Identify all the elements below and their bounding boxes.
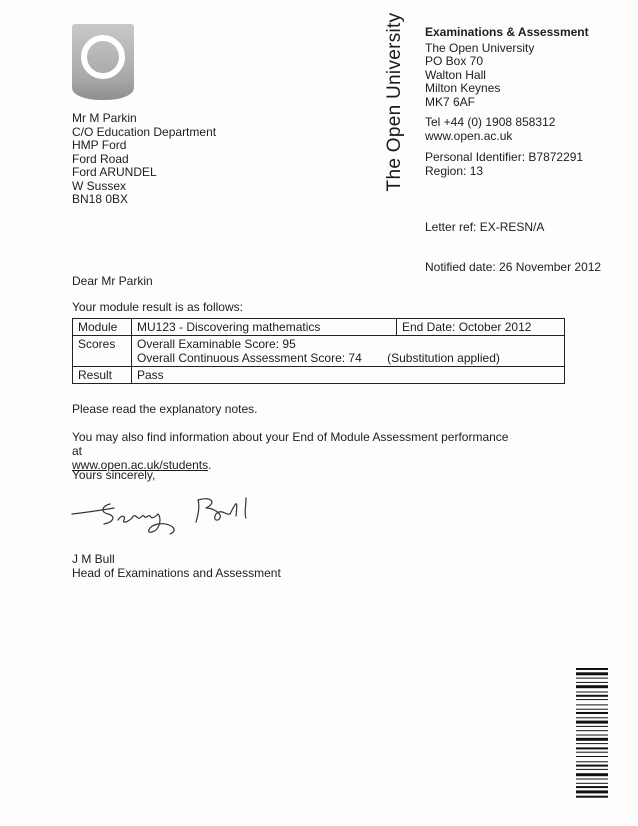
intro-text: Your module result is as follows:: [72, 300, 243, 314]
recipient-line: C/O Education Department: [72, 124, 217, 139]
scores-label: Scores: [73, 336, 132, 367]
module-value: MU123 - Discovering mathematics: [132, 319, 397, 336]
sender-address: [425, 26, 589, 109]
recipient-address: [72, 112, 216, 207]
signatory: [72, 553, 281, 580]
more-info-end: .: [208, 458, 212, 472]
recipient-line: BN18 0BX: [72, 192, 129, 206]
end-date: End Date: October 2012: [397, 319, 565, 336]
closing: Yours sincerely,: [72, 468, 156, 482]
sender-contact: [425, 116, 555, 143]
salutation: Dear Mr Parkin: [72, 274, 153, 288]
sender-department: Examinations & Assessment: [425, 25, 589, 39]
logo-circle-icon: [72, 24, 134, 100]
table-row: [73, 319, 565, 336]
scores-value: [132, 336, 565, 367]
result-table: [72, 318, 565, 384]
recipient-line: HMP Ford: [72, 138, 127, 152]
notified-date: Notified date: 26 November 2012: [425, 260, 602, 274]
more-info-paragraph: [72, 430, 512, 472]
explanatory-text: Please read the explanatory notes.: [72, 402, 258, 416]
signatory-title: Head of Examinations and Assessment: [72, 565, 281, 580]
score-exam: Overall Examinable Score: 95: [137, 337, 296, 351]
handwritten-signature: [70, 492, 270, 542]
signatory-name: J M Bull: [72, 552, 115, 566]
letter-ref: Letter ref: EX-RESN/A: [425, 220, 545, 234]
vertical-university-name: The Open University: [384, 12, 405, 192]
table-row: [73, 336, 565, 367]
region: Region: 13: [425, 163, 484, 178]
sender-address-line: MK7 6AF: [425, 94, 476, 109]
personal-identifier: Personal Identifier: B7872291: [425, 150, 584, 164]
sender-address-line: The Open University: [425, 40, 535, 55]
sender-website: www.open.ac.uk: [425, 128, 513, 143]
sender-address-line: Milton Keynes: [425, 81, 501, 95]
more-info-text: You may also find information about your End of Module Assessment performance at: [72, 430, 509, 458]
sender-address-line: Walton Hall: [425, 67, 486, 82]
sender-identifiers: [425, 151, 583, 178]
recipient-line: Ford ARUNDEL: [72, 165, 157, 179]
substitution-note: (Substitution applied): [387, 351, 500, 365]
result-value: Pass: [132, 367, 565, 384]
table-row: [73, 367, 565, 384]
students-link[interactable]: www.open.ac.uk/students: [72, 458, 209, 472]
recipient-line: Mr M Parkin: [72, 111, 137, 125]
sender-address-line: PO Box 70: [425, 54, 484, 68]
result-label: Result: [73, 367, 132, 384]
university-logo: [72, 24, 134, 100]
recipient-line: Ford Road: [72, 151, 129, 166]
recipient-line: W Sussex: [72, 178, 127, 193]
barcode-icon: [576, 668, 608, 815]
sender-tel: Tel +44 (0) 1908 858312: [425, 115, 556, 129]
module-label: Module: [73, 319, 132, 336]
score-cont: Overall Continuous Assessment Score: 74: [137, 351, 362, 365]
